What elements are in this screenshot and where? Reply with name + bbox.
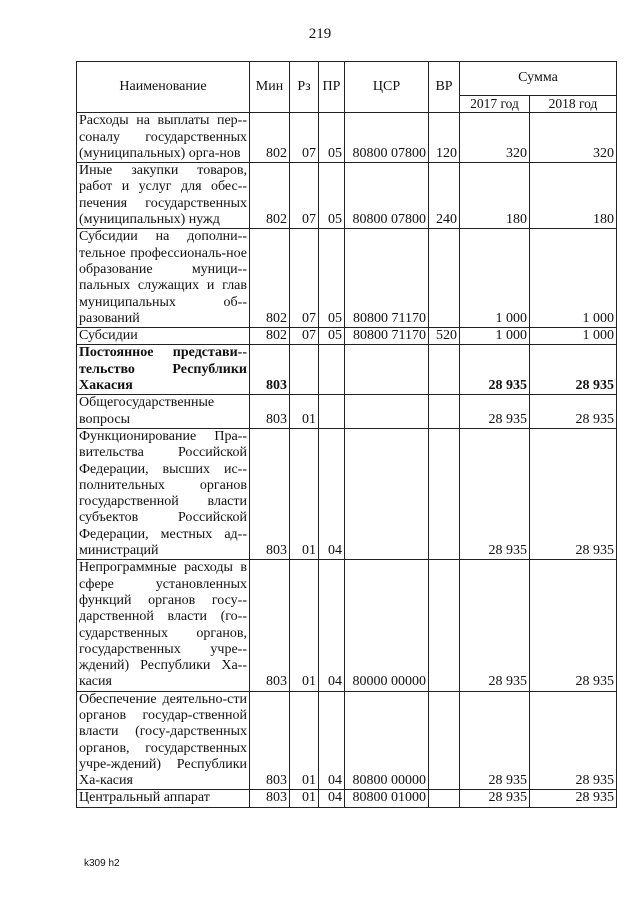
cell-name: Центральный аппарат	[77, 790, 250, 807]
cell-vr	[429, 345, 460, 395]
header-year-2018: 2018 год	[530, 96, 617, 113]
cell-pr: 04	[319, 428, 345, 559]
cell-rz: 07	[290, 328, 319, 345]
cell-pr: 05	[319, 113, 345, 163]
cell-name: Общегосударственные вопросы	[77, 395, 250, 429]
cell-rz: 07	[290, 163, 319, 229]
cell-rz: 07	[290, 113, 319, 163]
table-row	[77, 229, 617, 328]
cell-sum-2017: 1 000	[460, 328, 530, 345]
table-row	[77, 560, 617, 691]
cell-pr: 04	[319, 691, 345, 790]
cell-min: 802	[250, 113, 290, 163]
table-row	[77, 790, 617, 807]
cell-sum-2018: 320	[530, 113, 617, 163]
cell-sum-2018: 28 935	[530, 560, 617, 691]
cell-pr: 05	[319, 328, 345, 345]
cell-pr: 04	[319, 790, 345, 807]
header-sum: Сумма	[460, 62, 617, 96]
cell-min: 803	[250, 395, 290, 429]
table-row	[77, 691, 617, 790]
cell-sum-2018: 28 935	[530, 691, 617, 790]
cell-name: Постоянное представи-тельство Республики Хакасия	[77, 345, 250, 395]
cell-min: 803	[250, 560, 290, 691]
header-csr: ЦСР	[345, 62, 429, 113]
cell-rz: 01	[290, 691, 319, 790]
cell-vr	[429, 691, 460, 790]
table-row	[77, 395, 617, 429]
cell-vr	[429, 395, 460, 429]
cell-sum-2017: 28 935	[460, 560, 530, 691]
cell-csr: 80800 00000	[345, 691, 429, 790]
cell-csr: 80800 07800	[345, 163, 429, 229]
table-body	[77, 113, 617, 807]
cell-sum-2018: 1 000	[530, 229, 617, 328]
cell-vr: 240	[429, 163, 460, 229]
cell-name: Иные закупки товаров, работ и услуг для обес-печения государственных (муниципальных) нужд	[77, 163, 250, 229]
cell-csr: 80800 01000	[345, 790, 429, 807]
cell-sum-2017: 28 935	[460, 691, 530, 790]
cell-min: 802	[250, 328, 290, 345]
footer-code: k309 h2	[84, 858, 120, 869]
table-row	[77, 428, 617, 559]
cell-sum-2018: 28 935	[530, 790, 617, 807]
header-min: Мин	[250, 62, 290, 113]
cell-rz: 01	[290, 428, 319, 559]
cell-min: 803	[250, 345, 290, 395]
cell-pr: 05	[319, 229, 345, 328]
table-row	[77, 113, 617, 163]
cell-sum-2017: 28 935	[460, 395, 530, 429]
cell-sum-2017: 180	[460, 163, 530, 229]
cell-sum-2017: 28 935	[460, 428, 530, 559]
cell-name: Функционирование Пра-вительства Российской Федерации, высших ис-полнительных органов государственной власти субъектов Российской Федерации, местных ад-министраций	[77, 428, 250, 559]
header-rz: Рз	[290, 62, 319, 113]
cell-pr: 05	[319, 163, 345, 229]
cell-pr	[319, 345, 345, 395]
cell-name: Расходы на выплаты пер-соналу государственных (муниципальных) орга-нов	[77, 113, 250, 163]
cell-vr	[429, 229, 460, 328]
cell-vr: 120	[429, 113, 460, 163]
cell-sum-2018: 28 935	[530, 345, 617, 395]
cell-name: Непрограммные расходы в сфере установленных функций органов госу-дарственной власти (го-сударственных органов, государственных учре-ждений) Республики Ха-касия	[77, 560, 250, 691]
cell-vr: 520	[429, 328, 460, 345]
cell-csr	[345, 395, 429, 429]
cell-csr	[345, 428, 429, 559]
cell-name: Субсидии	[77, 328, 250, 345]
cell-rz: 01	[290, 395, 319, 429]
cell-sum-2018: 28 935	[530, 395, 617, 429]
cell-sum-2018: 180	[530, 163, 617, 229]
header-vr: ВР	[429, 62, 460, 113]
cell-rz: 01	[290, 560, 319, 691]
page-number: 219	[308, 26, 332, 42]
cell-sum-2017: 28 935	[460, 790, 530, 807]
cell-csr	[345, 345, 429, 395]
table-row	[77, 328, 617, 345]
cell-sum-2018: 28 935	[530, 428, 617, 559]
table-row	[77, 163, 617, 229]
cell-sum-2017: 320	[460, 113, 530, 163]
cell-rz	[290, 345, 319, 395]
cell-name: Обеспечение деятельно-сти органов государ-ственной власти (госу-дарственных органов, государственных учре-ждений) Республики Ха-касия	[77, 691, 250, 790]
cell-vr	[429, 560, 460, 691]
header-pr: ПР	[319, 62, 345, 113]
cell-min: 802	[250, 229, 290, 328]
header-name: Наименование	[77, 62, 250, 113]
cell-min: 802	[250, 163, 290, 229]
cell-rz: 01	[290, 790, 319, 807]
cell-sum-2018: 1 000	[530, 328, 617, 345]
cell-pr: 04	[319, 560, 345, 691]
cell-sum-2017: 28 935	[460, 345, 530, 395]
cell-pr	[319, 395, 345, 429]
cell-csr: 80800 71170	[345, 328, 429, 345]
cell-rz: 07	[290, 229, 319, 328]
cell-name: Субсидии на дополни-тельное профессиональ-ное образование муници-пальных служащих и глав муниципальных об-разований	[77, 229, 250, 328]
cell-min: 803	[250, 790, 290, 807]
cell-csr: 80800 71170	[345, 229, 429, 328]
header-year-2017: 2017 год	[460, 96, 530, 113]
budget-table	[76, 61, 617, 808]
table-row	[77, 345, 617, 395]
cell-csr: 80000 00000	[345, 560, 429, 691]
cell-min: 803	[250, 428, 290, 559]
cell-min: 803	[250, 691, 290, 790]
cell-csr: 80800 07800	[345, 113, 429, 163]
cell-vr	[429, 428, 460, 559]
cell-sum-2017: 1 000	[460, 229, 530, 328]
cell-vr	[429, 790, 460, 807]
